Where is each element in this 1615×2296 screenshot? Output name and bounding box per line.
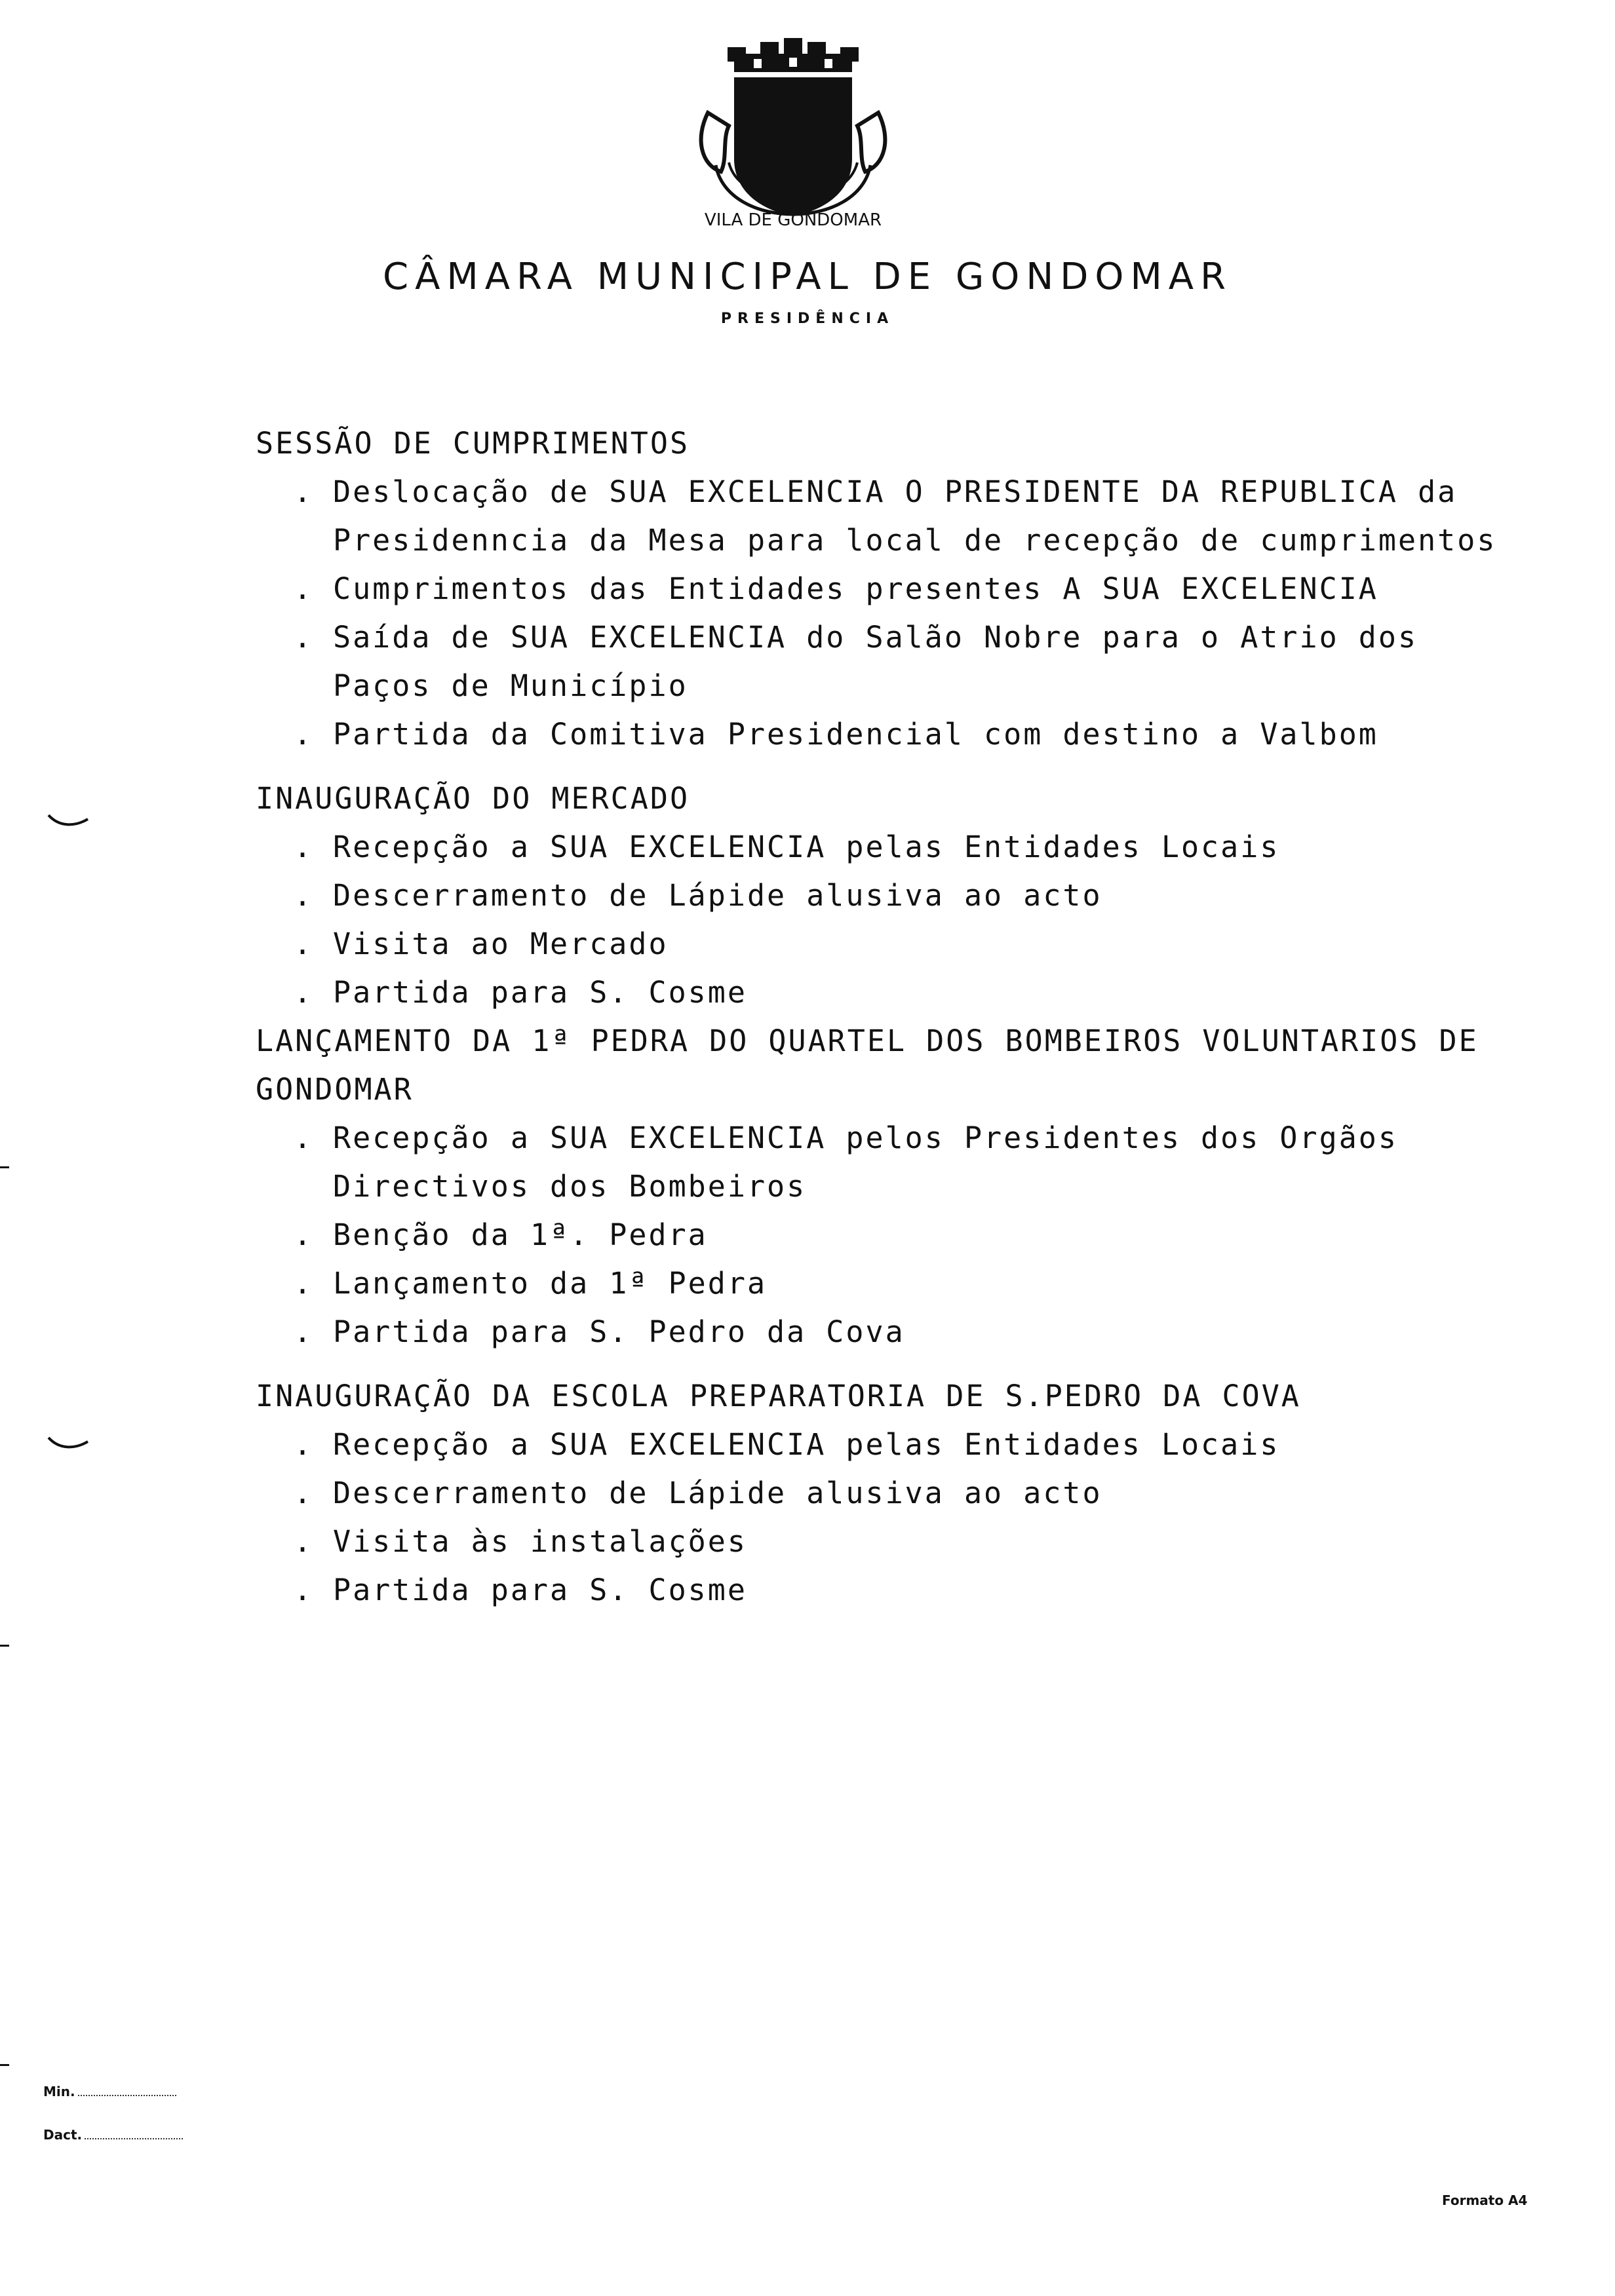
bullet-dot: .: [294, 1120, 314, 1155]
item-text: Recepção a SUA EXCELENCIA pelas Entidades Locais: [333, 830, 1280, 864]
department-name: PRESIDÊNCIA: [720, 311, 895, 327]
list-item: [256, 871, 1501, 920]
section-heading: LANÇAMENTO DA 1ª PEDRA DO QUARTEL DOS BOMBEIROS VOLUNTARIOS DE GONDOMAR: [256, 1024, 1479, 1107]
list-item: [256, 968, 1501, 1017]
item-text: Saída de SUA EXCELENCIA do Salão Nobre para o Atrio dos Paços de Município: [333, 620, 1418, 703]
list-item: [256, 565, 1501, 613]
bullet-dot: .: [294, 927, 314, 961]
item-text: Partida para S. Cosme: [333, 1573, 747, 1607]
bullet-dot: .: [294, 878, 314, 913]
list-item: [256, 1114, 1501, 1211]
bullet-dot: .: [294, 1476, 314, 1510]
letterhead: [0, 0, 1615, 341]
item-text: Visita ao Mercado: [333, 927, 669, 961]
list-item: [256, 1211, 1501, 1259]
crest-band-text: VILA DE GONDOMAR: [704, 210, 882, 230]
item-text: Cumprimentos das Entidades presentes A SUA EXCELENCIA: [333, 571, 1378, 606]
list-item: [256, 710, 1501, 759]
bullet-dot: .: [294, 1217, 314, 1252]
bullet-dot: .: [294, 1266, 314, 1301]
list-item: [256, 1308, 1501, 1356]
bullet-dot: .: [294, 571, 314, 606]
bullet-dot: .: [294, 830, 314, 864]
list-item: [256, 1421, 1501, 1469]
section-cumprimentos: [256, 419, 1501, 759]
item-text: Partida para S. Pedro da Cova: [333, 1314, 905, 1349]
item-text: Recepção a SUA EXCELENCIA pelos Presidentes dos Orgãos Directivos dos Bombeiros: [333, 1120, 1398, 1204]
section-heading: INAUGURAÇÃO DO MERCADO: [256, 781, 690, 816]
municipal-crest-icon: [682, 34, 905, 257]
list-item: [256, 823, 1501, 871]
bullet-dot: .: [294, 1573, 314, 1607]
list-item: [256, 468, 1501, 565]
section-escola: [256, 1372, 1501, 1615]
organization-name: CÂMARA MUNICIPAL DE GONDOMAR: [382, 256, 1232, 298]
item-text: Descerramento de Lápide alusiva ao acto: [333, 1476, 1102, 1510]
section-heading: SESSÃO DE CUMPRIMENTOS: [256, 426, 690, 461]
list-item: [256, 1566, 1501, 1615]
bullet-dot: .: [294, 620, 314, 655]
section-bombeiros: [256, 1017, 1501, 1356]
fold-mark: [0, 1166, 9, 1168]
section-heading: INAUGURAÇÃO DA ESCOLA PREPARATORIA DE S.PEDRO DA COVA: [256, 1379, 1301, 1413]
bullet-dot: .: [294, 1427, 314, 1462]
item-text: Partida para S. Cosme: [333, 975, 747, 1010]
item-text: Recepção a SUA EXCELENCIA pelas Entidades Locais: [333, 1427, 1280, 1462]
section-mercado: [256, 775, 1501, 1017]
dact-dotted-line: [85, 2138, 183, 2139]
item-text: Partida da Comitiva Presidencial com destino a Valbom: [333, 717, 1378, 752]
list-item: [256, 920, 1501, 968]
min-label: Min.: [43, 2084, 75, 2099]
bullet-dot: .: [294, 1524, 314, 1559]
binder-mark: [46, 813, 92, 832]
bullet-dot: .: [294, 717, 314, 752]
item-text: Lançamento da 1ª Pedra: [333, 1266, 768, 1301]
bullet-dot: .: [294, 474, 314, 509]
list-item: [256, 1259, 1501, 1308]
min-dotted-line: [78, 2095, 176, 2096]
format-label: Formato A4: [1442, 2192, 1528, 2208]
list-item: [256, 1469, 1501, 1518]
item-text: Deslocação de SUA EXCELENCIA O PRESIDENTE DA REPUBLICA da Presidenncia da Mesa para local de recepção de cumprimentos: [333, 474, 1497, 558]
item-text: Benção da 1ª. Pedra: [333, 1217, 708, 1252]
list-item: [256, 613, 1501, 710]
min-field: [43, 2084, 176, 2099]
bullet-dot: .: [294, 1314, 314, 1349]
bullet-dot: .: [294, 975, 314, 1010]
binder-mark: [46, 1435, 92, 1455]
list-item: [256, 1518, 1501, 1566]
fold-mark: [0, 1645, 9, 1647]
dact-label: Dact.: [43, 2127, 83, 2143]
item-text: Descerramento de Lápide alusiva ao acto: [333, 878, 1102, 913]
item-text: Visita às instalações: [333, 1524, 747, 1559]
dact-field: [43, 2127, 183, 2143]
programme-content: [256, 419, 1501, 1615]
fold-mark: [0, 2064, 9, 2066]
